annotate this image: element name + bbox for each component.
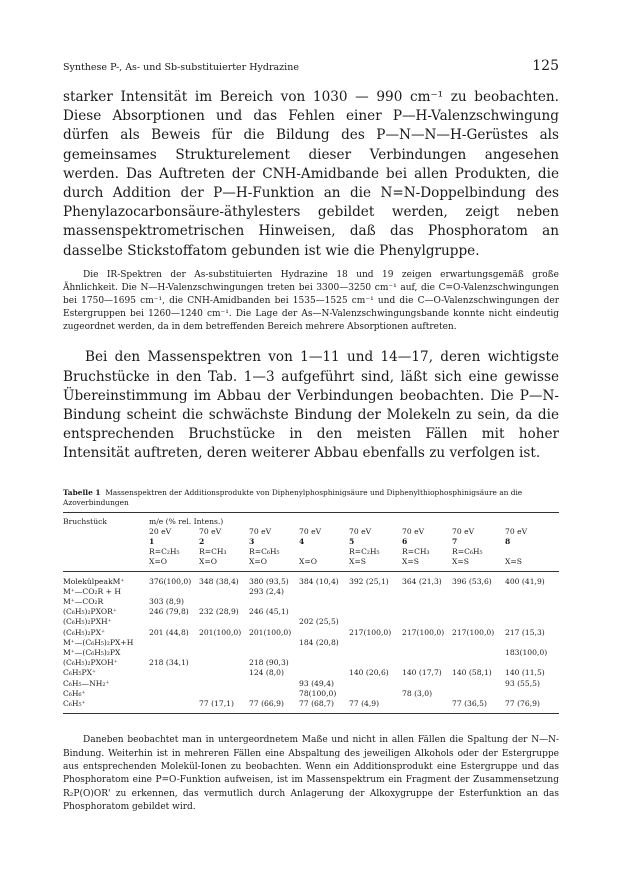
value-cell: 77 (4,9) bbox=[349, 698, 380, 708]
header-ev: 70 eV bbox=[452, 526, 475, 536]
value-cell bbox=[249, 679, 299, 689]
paragraph-as-hydrazines: Die IR-Spektren der As-substituierten Hydrazine 18 und 19 zeigen erwartungsgemäß große Ähnlichkeit. Die N—H-Valenzschwingungen treten bei 3300—3250 cm⁻¹ auf, die C=O-Valenzschwingungen bei 1750—1695 cm⁻¹, die CNH-Amidbanden bei 1535—1525 cm⁻¹ und die C—O-Valenzschwingungen der Estergruppen bei 1260—1240 cm⁻¹. Die Lage der As—N-Valenzschwingungsbande konnte nicht eindeutig zugeordnet werden, da in dem betreffenden Bereich mehrere Absorptionen auftreten. bbox=[63, 269, 559, 333]
value-cell bbox=[149, 699, 199, 709]
value-cell bbox=[299, 628, 349, 638]
value-cell bbox=[452, 638, 505, 648]
value-cell bbox=[249, 689, 299, 699]
value-cell bbox=[149, 689, 199, 699]
value-cell: 77 (76,9) bbox=[505, 698, 540, 708]
header-ev: 70 eV bbox=[402, 526, 425, 536]
paragraph-ir-absorptions: starker Intensität im Bereich von 1030 — 990 cm⁻¹ zu beobachten. Diese Absorptionen und das Fehlen einer P—H-Valenzschwingung dürfen als Beweis für die Bildung des P—N—N—H-Gerüstes als gemeinsames Strukturelement dieser Verbindungen angesehen werden. Das Auftreten der CNH-Amidbande bei allen Produkten, die durch Addition der P—H-Funktion an die N=N-Doppelbindung des Phenylazocarbonsäure-äthylesters gebildet werden, zeigt neben massenspektrometrischen Hinweisen, daß das Phosphoratom an dasselbe Stickstoffatom gebunden ist wie die Phenylgruppe. bbox=[63, 89, 559, 259]
fragment-cell: MolekülpeakM⁺ bbox=[63, 576, 125, 586]
running-header bbox=[63, 58, 559, 78]
fragment-cell: M⁺—(C₆H₅)₂PX bbox=[63, 647, 121, 657]
table-row bbox=[63, 607, 559, 617]
page-number: 125 bbox=[532, 58, 559, 74]
value-cell: 217(100,0) bbox=[452, 627, 495, 637]
value-cell bbox=[402, 638, 452, 648]
value-cell: 77 (68,7) bbox=[299, 698, 334, 708]
value-cell: 348 (38,4) bbox=[199, 576, 239, 586]
header-x: X=O bbox=[249, 557, 267, 567]
value-cell bbox=[199, 668, 249, 678]
header-r bbox=[299, 547, 349, 557]
value-cell: 140 (17,7) bbox=[402, 668, 442, 678]
fragment-cell: M⁺—(C₆H₅)₂PX+H bbox=[63, 637, 134, 647]
value-cell bbox=[349, 597, 402, 607]
value-cell bbox=[149, 668, 199, 678]
table-row bbox=[63, 587, 559, 597]
value-cell bbox=[149, 648, 199, 658]
table-row bbox=[63, 658, 559, 668]
value-cell bbox=[199, 648, 249, 658]
value-cell bbox=[149, 587, 199, 597]
value-cell bbox=[505, 658, 559, 668]
value-cell: 183(100,0) bbox=[505, 647, 548, 657]
header-mz: m/e (% rel. Intens.) bbox=[149, 516, 224, 526]
header-compound: 6 bbox=[402, 536, 408, 546]
header-r: R=CH₃ bbox=[402, 547, 430, 557]
header-compound: 4 bbox=[299, 536, 305, 546]
value-cell: 217(100,0) bbox=[349, 627, 392, 637]
value-cell bbox=[249, 648, 299, 658]
value-cell bbox=[199, 638, 249, 648]
table-row bbox=[63, 617, 559, 627]
header-compound: 1 bbox=[149, 536, 155, 546]
value-cell bbox=[402, 658, 452, 668]
value-cell bbox=[349, 648, 402, 658]
value-cell: 384 (10,4) bbox=[299, 576, 339, 586]
table-caption-text: Massenspektren der Additionsprodukte von Diphenylphosphinigsäure und Diphenylthiophosphinigsäure an die Azoverbindungen bbox=[63, 487, 523, 507]
value-cell bbox=[452, 658, 505, 668]
value-cell bbox=[299, 658, 349, 668]
header-compound: 5 bbox=[349, 536, 355, 546]
table-row bbox=[63, 638, 559, 648]
table-row bbox=[63, 628, 559, 638]
value-cell: 201(100,0) bbox=[199, 627, 242, 637]
header-r: R=C₆H₅ bbox=[452, 547, 483, 557]
value-cell bbox=[402, 679, 452, 689]
header-fragment: Bruchstück bbox=[63, 516, 107, 526]
value-cell bbox=[505, 638, 559, 648]
table-bottom-rule bbox=[63, 713, 559, 714]
value-cell bbox=[149, 679, 199, 689]
fragment-cell: C₆H₅⁺ bbox=[63, 698, 86, 708]
value-cell: 93 (55,5) bbox=[505, 678, 540, 688]
value-cell: 380 (93,5) bbox=[249, 576, 289, 586]
value-cell: 202 (25,5) bbox=[299, 617, 339, 627]
fragment-cell: C₆H₅—NH₂⁺ bbox=[63, 678, 110, 688]
header-r: R=C₆H₅ bbox=[249, 547, 280, 557]
value-cell bbox=[505, 689, 559, 699]
fragment-cell: (C₆H₅)₂PX⁺ bbox=[63, 627, 106, 637]
value-cell: 77 (36,5) bbox=[452, 698, 487, 708]
table-top-rule bbox=[63, 512, 559, 513]
value-cell: 232 (28,9) bbox=[199, 607, 239, 617]
value-cell bbox=[402, 617, 452, 627]
value-cell: 218 (34,1) bbox=[149, 658, 189, 668]
value-cell bbox=[199, 597, 249, 607]
value-cell bbox=[349, 689, 402, 699]
table-caption bbox=[63, 488, 559, 508]
value-cell bbox=[505, 617, 559, 627]
value-cell bbox=[452, 679, 505, 689]
value-cell: 293 (2,4) bbox=[249, 586, 284, 596]
value-cell bbox=[452, 597, 505, 607]
value-cell: 77 (17,1) bbox=[199, 698, 234, 708]
value-cell: 392 (25,1) bbox=[349, 576, 389, 586]
header-r: R=CH₃ bbox=[199, 547, 227, 557]
header-ev: 20 eV bbox=[149, 526, 172, 536]
paragraph-nn-cleavage: Daneben beobachtet man in untergeordnetem Maße und nicht in allen Fällen die Spaltung der N—N-Bindung. Weiterhin ist in mehreren Fällen eine Abspaltung des jeweiligen Alkohols oder der Estergruppe aus entsprechenden Molekül-Ionen zu beobachten. Wenn ein Additionsprodukt eine Estergruppe und das Phosphoratom eine P=O-Funktion aufweisen, ist im Massenspektrum ein Fragment der Zusammensetzung R₂P(O)OR' zu erkennen, das vermutlich durch Anlagerung der Alkoxygruppe der Esterfunktion an das Phosphoratom gebildet wird. bbox=[63, 735, 559, 813]
header-compound: 7 bbox=[452, 536, 458, 546]
value-cell bbox=[299, 648, 349, 658]
value-cell bbox=[299, 587, 349, 597]
value-cell: 364 (21,3) bbox=[402, 576, 442, 586]
value-cell bbox=[149, 617, 199, 627]
value-cell bbox=[199, 617, 249, 627]
header-x: X=S bbox=[349, 557, 366, 567]
value-cell bbox=[349, 587, 402, 597]
value-cell bbox=[452, 587, 505, 597]
header-ev: 70 eV bbox=[199, 526, 222, 536]
header-compound: 8 bbox=[505, 536, 511, 546]
table-caption-label: Tabelle 1 bbox=[63, 487, 101, 497]
value-cell: 201 (44,8) bbox=[149, 627, 189, 637]
table-row bbox=[63, 577, 559, 587]
table-row bbox=[63, 597, 559, 607]
value-cell: 217(100,0) bbox=[402, 627, 445, 637]
header-r: R=C₂H₅ bbox=[149, 547, 180, 557]
value-cell: 78 (3,0) bbox=[402, 688, 433, 698]
table-row bbox=[63, 648, 559, 658]
header-compound: 2 bbox=[199, 536, 205, 546]
value-cell bbox=[299, 607, 349, 617]
fragment-cell: C₆H₅PX⁺ bbox=[63, 668, 97, 678]
header-compound: 3 bbox=[249, 536, 255, 546]
header-x: X=O bbox=[199, 557, 217, 567]
value-cell bbox=[349, 679, 402, 689]
header-r bbox=[505, 547, 559, 557]
value-cell bbox=[505, 607, 559, 617]
value-cell bbox=[505, 587, 559, 597]
value-cell bbox=[199, 587, 249, 597]
value-cell bbox=[199, 689, 249, 699]
header-ev: 70 eV bbox=[349, 526, 372, 536]
value-cell bbox=[452, 617, 505, 627]
value-cell: 400 (41,9) bbox=[505, 576, 545, 586]
header-x: X=S bbox=[402, 557, 419, 567]
value-cell: 124 (8,0) bbox=[249, 668, 284, 678]
value-cell: 303 (8,9) bbox=[149, 596, 184, 606]
value-cell bbox=[402, 648, 452, 658]
running-head-title: Synthese P-, As- und Sb-substituierter Hydrazine bbox=[63, 62, 299, 73]
paragraph-mass-spectra: Bei den Massenspektren von 1—11 und 14—17, deren wichtigste Bruchstücke in den Tab. 1—3 aufgeführt sind, läßt sich eine gewisse Übereinstimmung im Abbau der Verbindungen beobachten. Die P—N-Bindung scheint die schwächste Bindung der Molekeln zu sein, da die entsprechenden Bruchstücke in den meisten Fällen mit hoher Intensität auftreten, deren weiterer Abbau ebenfalls zu verfolgen ist. bbox=[63, 349, 559, 462]
table-body bbox=[63, 577, 559, 710]
header-ev: 70 eV bbox=[299, 526, 322, 536]
value-cell bbox=[402, 587, 452, 597]
mass-spectra-table bbox=[63, 517, 559, 710]
value-cell: 217 (15,3) bbox=[505, 627, 545, 637]
value-cell bbox=[249, 617, 299, 627]
value-cell: 184 (20,8) bbox=[299, 637, 339, 647]
table-header-rule bbox=[63, 571, 559, 572]
value-cell: 246 (79,8) bbox=[149, 607, 189, 617]
value-cell: 78(100,0) bbox=[299, 688, 337, 698]
value-cell bbox=[299, 668, 349, 678]
value-cell: 77 (66,9) bbox=[249, 698, 284, 708]
table-row bbox=[63, 668, 559, 678]
value-cell bbox=[402, 597, 452, 607]
value-cell bbox=[452, 689, 505, 699]
value-cell bbox=[349, 638, 402, 648]
value-cell bbox=[452, 607, 505, 617]
header-r: R=C₂H₅ bbox=[349, 547, 380, 557]
value-cell: 396 (53,6) bbox=[452, 576, 492, 586]
header-x: X=O bbox=[299, 557, 317, 567]
value-cell bbox=[299, 597, 349, 607]
fragment-cell: (C₆H₅)₂PXH⁺ bbox=[63, 617, 112, 627]
value-cell: 201(100,0) bbox=[249, 627, 292, 637]
value-cell bbox=[249, 638, 299, 648]
value-cell bbox=[402, 699, 452, 709]
fragment-cell: M⁺—CO₂R bbox=[63, 596, 104, 606]
value-cell: 218 (90,3) bbox=[249, 658, 289, 668]
value-cell bbox=[249, 597, 299, 607]
page bbox=[63, 58, 559, 815]
fragment-cell: (C₆H₅)₂PXOR⁺ bbox=[63, 607, 117, 617]
value-cell: 140 (11,5) bbox=[505, 668, 545, 678]
value-cell bbox=[199, 658, 249, 668]
fragment-cell: M⁺—CO₂R + H bbox=[63, 586, 121, 596]
value-cell: 93 (49,4) bbox=[299, 678, 334, 688]
table-row bbox=[63, 699, 559, 709]
value-cell bbox=[149, 638, 199, 648]
table-row bbox=[63, 679, 559, 689]
table-row bbox=[63, 689, 559, 699]
header-x: X=S bbox=[452, 557, 469, 567]
value-cell bbox=[349, 607, 402, 617]
value-cell bbox=[199, 679, 249, 689]
header-ev: 70 eV bbox=[249, 526, 272, 536]
fragment-cell: C₆H₆⁺ bbox=[63, 688, 86, 698]
value-cell: 246 (45,1) bbox=[249, 607, 289, 617]
value-cell bbox=[402, 607, 452, 617]
header-x: X=O bbox=[149, 557, 167, 567]
fragment-cell: (C₆H₅)₂PXOH⁺ bbox=[63, 658, 118, 668]
value-cell: 376(100,0) bbox=[149, 576, 192, 586]
value-cell bbox=[505, 597, 559, 607]
value-cell bbox=[349, 617, 402, 627]
value-cell: 140 (20,6) bbox=[349, 668, 389, 678]
header-x: X=S bbox=[505, 557, 522, 567]
value-cell: 140 (58,1) bbox=[452, 668, 492, 678]
header-ev: 70 eV bbox=[505, 526, 528, 536]
value-cell bbox=[349, 658, 402, 668]
value-cell bbox=[452, 648, 505, 658]
